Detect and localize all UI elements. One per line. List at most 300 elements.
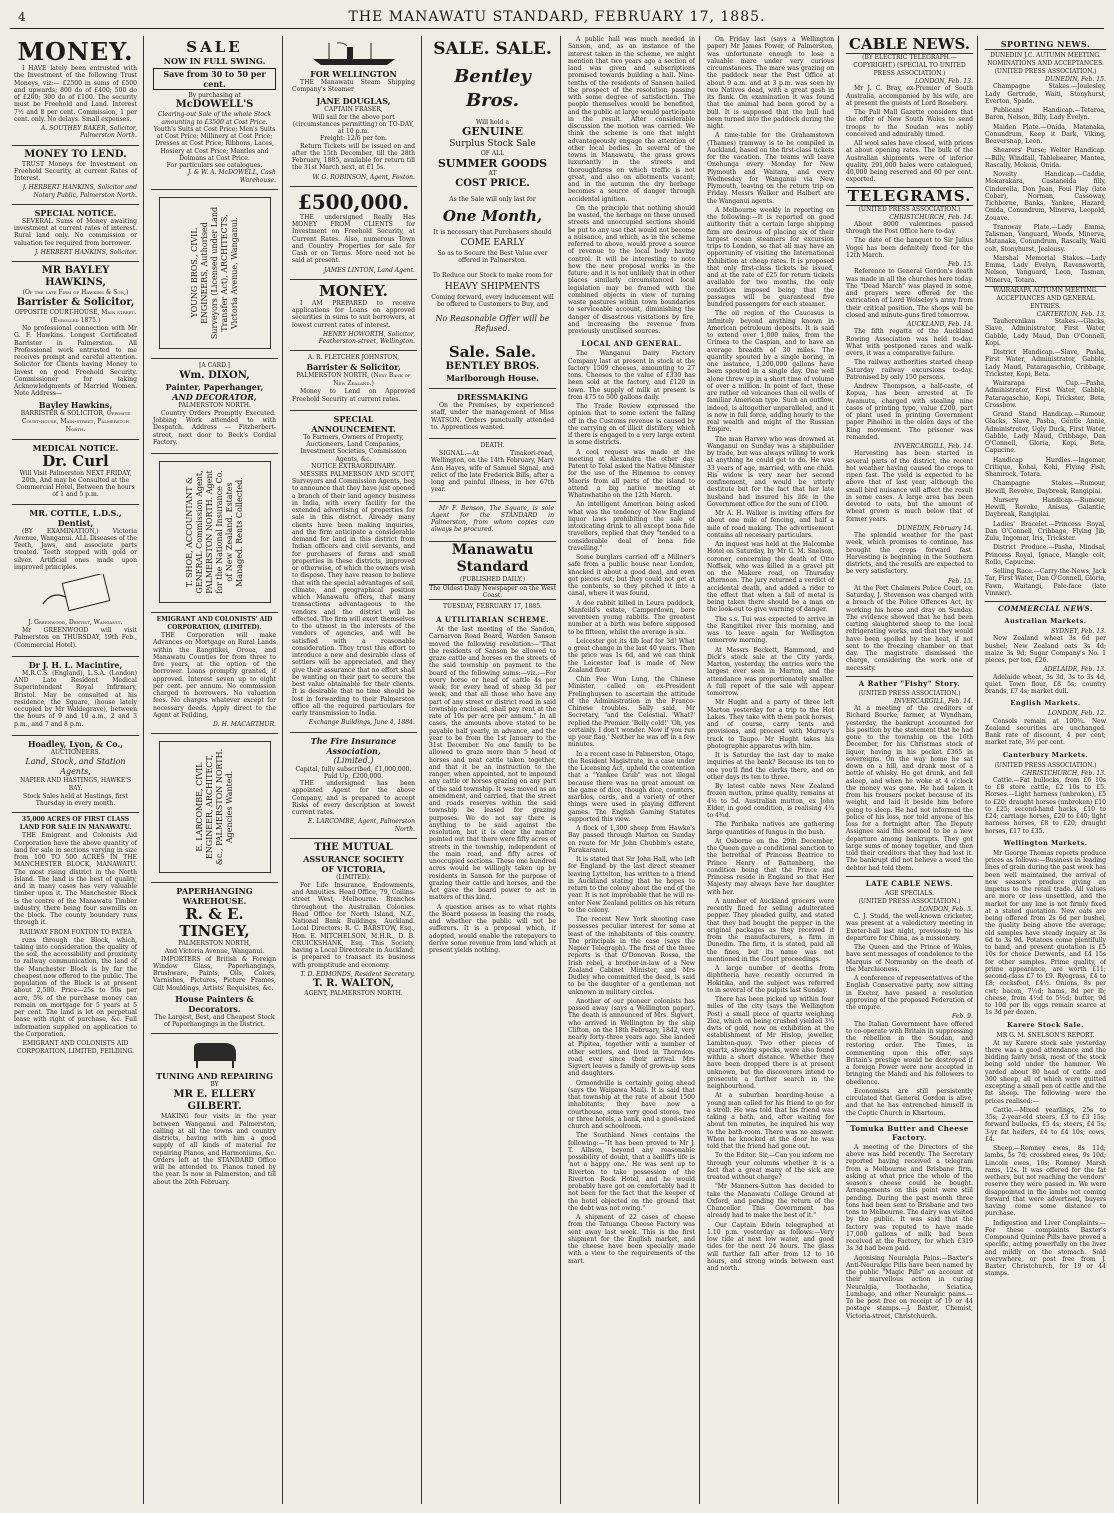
article-paragraph: Mr A. H. Walker is inviting offers for about one mile of fencing, and half a mile of road making. The advertisement contains all necessary particulars. bbox=[707, 510, 834, 539]
cottle-advert bbox=[12, 505, 139, 657]
announce-signature: Exchange Buildings, June 4, 1884. bbox=[308, 719, 415, 727]
lend-signature: J. HERBERT HANKINS, Solicitor and Notary Public, Palmerston North. bbox=[22, 184, 137, 199]
article-paragraph: A flock of 1,300 sheep from Hawke's Bay passed through Marton on Sunday en route for Mr John Chubbin's estate, Parakaranui. bbox=[568, 825, 695, 854]
editorial-paper-sub: (PUBLISHED DAILY.) bbox=[459, 575, 526, 583]
hawkins-card-address: BARRISTER & SOLICITOR, Opposite Court-house, Main-street, Palmerston North. bbox=[20, 409, 131, 433]
death-notice bbox=[429, 439, 556, 502]
column-7 bbox=[846, 36, 973, 1504]
cable-paragraph: Mr J. C. Bray, ex-Premier of South Australia, accompanied by his wife, are at present the guests of Lord Rosebery. bbox=[846, 85, 973, 107]
emigrant-body: THE Corporation will make Advances on Mortgage on Rural Lands within the Rangitikei, Oroua, and Manawatu Counties for from three to five years, at the option of the borrower. Loans promptly granted, if approved. Interest seven up to eight per cent. per annum. No commission charged to borrowers. No valuation fees. No charges whatever except for necessary deeds. Apply direct to the Agent at Feilding, bbox=[153, 632, 276, 719]
cable-paragraph: C. J. Studd, the well-known cricketer, was present at a valedictory meeting in Exeter-hall last night, previously to his departure for China, as a missionary. bbox=[846, 913, 973, 942]
article-paragraph: Ormondville is certainly going ahead (says the Waipawa Mail). It is said that that township at the rate of about 1500 inhabitants; they have now a courthouse, some very good stores, two or three hotels, a bank, and a good-sized church and schoolroom. bbox=[568, 1079, 695, 1130]
lend-body: TRUST Moneys for Investment on Freehold Security, at current Rates of Interest. bbox=[14, 160, 137, 182]
acres-rail: RAILWAY FROM FOXTON TO PATEA bbox=[19, 928, 132, 936]
bentley-name-2: BENTLEY BROS. bbox=[445, 361, 540, 372]
wellington-freight: Freight: 12/6 per ton. bbox=[320, 135, 387, 143]
wellington-shipping-advert bbox=[290, 36, 417, 187]
young-bros-advert bbox=[151, 190, 278, 359]
medical-title: MEDICAL NOTICE. bbox=[32, 442, 119, 453]
article-paragraph: "Mr Manners-Sutton has decided to take the Manawatu College Ground at Oxford, and pending the return of the Chancellor. This Government has already had to make the best of it." bbox=[707, 1183, 834, 1220]
dixon-address: PALMERSTON NORTH. bbox=[178, 401, 251, 409]
column-rule bbox=[560, 36, 561, 1504]
market-paragraph: Cattle.—Fat bullocks, from £6 10s to £8 store cattle, £2 10s to £5. Horses.—Light harness (unbroken), £5 to £20; draught horses (unbroken) £10 to £25; second-hand hacks, £10 to £24; carriage horses, £20 to £40; light harness horses, £8 to £20; draught horses, £17 to £35. bbox=[985, 776, 1106, 835]
article-paragraph: It is stated that Sir John Hall, who left for England by the last direct steamer leaving Lyttelton, has written to a friend in Auckland stating that he hopes to return to the colony about the end of the year. It is not improbable that he will re-enter New Zealand politics on his return to the colony. bbox=[568, 856, 695, 914]
article-paragraph: A Melbourne weekly in reporting on the following:—It is reported on good authority that a certain large shipping firm are desirous of placing six of their largest ocean steamers for excursion trips to London, so that all may have an opportunity of visiting the International Exhibition at cheap rates. It is proposed that only first-class tickets be issued, and at the rate of £25 for return tickets available for two months, the only condition imposed being that the passages will be guaranteed five hundred passengers for each steamer. bbox=[707, 206, 834, 308]
column-8 bbox=[985, 36, 1106, 1504]
telegram-paragraph: At a meeting of the creditors of Richard Bourke, farmer, at Wyndham, yesterday, the bankrupt accounted for his position by the statement that he had gone to the township on the 16th December, for his Christmas stock of liquor, having in his pocket £365 in sovereigns. On the way home he sat down on a hill, and drank most of a bottle of whisky. He got drunk, and fell asleep, and when he woke at 4 o'clock the money was gone. He had taken it from his trousers pocket because of its weight, and laid it beside him before going to sleep. He had not informed the police of his loss, nor told anyone of his loss for a fortnight after. The Deputy Assignee said this seemed to be a new departure among bankrupts. They got large sums of money together, and then told their creditors that they had lost it. The bankrupt did not believe a word the debtor had told them. bbox=[846, 705, 973, 872]
dixon-advert bbox=[151, 359, 278, 454]
article-paragraph: To the Editor. Sir,—Can you inform me through your columns whether it is a fact that a great many of the sick are treated without charge? bbox=[707, 1152, 834, 1181]
johnston-advert bbox=[290, 351, 417, 411]
article-paragraph: The Southland News contains the following:—"It has been proved to Mr J. T. Allison, beyond any reasonable possibility of doubt, that a bailiff's life is 'not a happy one.' He was sent up to Riverton to take possession of the Riverton Rock Hotel, and he would probably have got on comfortably had it not been for the fact that the keeper of the hotel objected on the ground that the debt was not owing." bbox=[568, 1132, 695, 1212]
market-paragraph: Mr George Thomas reports produce prices as follows:—Business in leading lines of grain during the past week has been well maintained, the arrival of new season's produce giving an impetus to the retail trade. All values are more or less unsettled, and the market for any line is not firmly fixed at a stated quotation. New oats are being offered from 2s 6d per bushel, the quality being above the average; old samples have steady inquiry at 3s 6d to 3s 9d. Potatoes come plentifully to hand, and present quotation is £5 10s for choice Derwents, and £4 15s for other samples. Prime quality, of prime appearance, are worth £11; second-class £7 to £9. Ryegrass, £4 to £8; cocksfoot, £4½. Onions, 8s per cwt; bacon, 7½d; hams, 8d per lb; cheese, from 4½d to 5½d; butter, 9d to 10d per lb; eggs remain scarce at 1s 3d per dozen. bbox=[985, 849, 1106, 1017]
fishy-credit: (UNITED PRESS ASSOCIATION.) bbox=[858, 689, 961, 697]
land-sale-advert bbox=[12, 813, 139, 1061]
mutual-sub-2: OF VICTORIA, bbox=[321, 863, 386, 874]
announce-sub: NOTICE EXTRAORDINARY. bbox=[311, 462, 396, 470]
hoadley-address: NAPIER AND HASTINGS, HAWKE'S BAY. bbox=[19, 776, 131, 792]
race-entry: Maiden Plate.—Onida, Matanaka, Conundrum, Keep it Dark, Viking, Beaversnap, Leon. bbox=[985, 123, 1106, 145]
piano-advert bbox=[151, 1034, 278, 1193]
larcombe-advert bbox=[151, 734, 278, 883]
bentley-sale-2: Sale. Sale. bbox=[448, 343, 537, 361]
article-paragraph: At Messrs Beckett, Hammond, and Dick's stock sale at the City yards, Marton, yesterday, the entries were the largest ever seen in Marton, and the attendance was proportionately smaller. A full report of the sale will appear tomorrow. bbox=[707, 646, 834, 697]
shoe-advert bbox=[151, 454, 278, 613]
cable-paragraph: The Pall Mall Gazette considers that the offer of New South Wales to send troops to the Soudan was nobly conceived and admirably timed. bbox=[846, 109, 973, 138]
sale-title: SALE bbox=[186, 38, 243, 56]
announce-lead: To Farmers, Owners of Property, Auctioneers, Land Companies, Investment Societies, Commission Agents, &c. bbox=[300, 433, 407, 463]
hawkins-role: Barrister & Solicitor, bbox=[16, 297, 135, 308]
johnston-role: Barrister & Solicitor, bbox=[306, 362, 401, 373]
howorth-advert bbox=[290, 280, 417, 352]
article-paragraph: A large number of deaths from diphtheria have recently occurred in Hokitika, and the subject was referred to in several of the pulpits last Sunday. bbox=[707, 965, 834, 994]
money2-signature: HENRY HOWORTH, Solicitor, Featherston-street, Wellington. bbox=[318, 330, 415, 345]
announcement-advert bbox=[290, 411, 417, 733]
sporting-title: SPORTING NEWS. bbox=[985, 40, 1106, 50]
cottle-body: (BY EXAMINATION,) Victoria Avenue, Wanganui. ALL Diseases of the Teeth, Jaws, and associate parts treated. Teeth stopped with gold or silver. Artificial ones made upon improved principles. bbox=[14, 527, 137, 571]
shoe-card bbox=[159, 461, 271, 603]
tingey-address-2: And Victoria Avenue, Wanganui. bbox=[164, 948, 265, 956]
article-paragraph: Another of our pioneer colonists has passed away (says a Wellington paper). The death is announced of Mrs. Sigvert, who arrived in Wellington by the ship Clifton, on the 18th February, 1842, very nearly forty-three years ago. She landed at Pipitea, together with a number of other settlers, and lived in Thorndon-road ever since their arrival. Mrs Sigvert leaves a family of grown-up sons and daughters. bbox=[568, 997, 695, 1078]
dixon-role-2: AND DECORATOR, bbox=[172, 391, 257, 402]
hoadley-sub: AUCTIONEERS. bbox=[50, 748, 101, 756]
mutual-advert bbox=[290, 839, 417, 1003]
wairarapa-title: WAIRARAPA AUTUMN MEETING. bbox=[985, 286, 1106, 295]
bentley-genuine: GENUINE bbox=[461, 125, 523, 139]
column-3 bbox=[290, 36, 417, 1504]
emigrant-signature: D. H. MACARTHUR. bbox=[213, 721, 276, 728]
bentley-summer: SUMMER GOODS bbox=[437, 157, 548, 171]
telegram-paragraph: The date of the banquet to Sir Julius Vogel has been definitely fixed for the 12th March. bbox=[846, 237, 973, 259]
fire-sub: (Limited.) bbox=[333, 755, 374, 765]
article-paragraph: Leicester got its 4lb loaf for 3d! What a great change in the last 40 years. Then the price was 1s 6d, and we can think the Leicester loaf is made of New Zealand flour. bbox=[568, 637, 695, 674]
race-entry: Champagne Stakes.—Rumour, Hewill, Revolve, Daybreak, Rangipiai. bbox=[985, 480, 1106, 495]
piano-body: MAKING four visits in the year between Wanganui and Palmerston, calling at all the towns and country districts, having with him a good supply of all kinds of material for repairing Pianos, and Harmoniums, &c. Orders left at the STANDARD Office will be attended to. Pianos tuned by the year. Is now in Palmerston, and till about the 20th February. bbox=[153, 1113, 276, 1186]
article-paragraph: An intelligent American being asked what was the tendency of New England liquor laws prohibiting the sale of intoxicating drink to all except bona fide travellers, replied that they "tended to a considerable deal of bona fide travelling." bbox=[568, 501, 695, 552]
money-signature: A. SOUTHEY BAKER, Solicitor, Palmerston North. bbox=[40, 125, 137, 140]
dixon-body: Country Orders Promptly Executed. Jobbing Work attended to with Despatch. Address — Fitzherbert-street, next door to Beck's Cordial Factory. bbox=[153, 409, 276, 446]
bentley-sale-advert bbox=[429, 36, 556, 389]
special-body: SEVERAL Sums of Money awaiting investment at current rates of interest. Rural land only. No commission or valuation fee required from borrower. bbox=[14, 217, 137, 247]
article-paragraph: The man Harvey who was drowned at Wanganui on Sunday was a shipbuilder by trade, but was always willing to work at anything he could get to do. He was 33 years of age, married, with one child. His widow is very near her second confinement, and would be utterly destitute but for the fact that her late husband had insured his life in the Government office for the sum of £100. bbox=[707, 435, 834, 508]
telegram-paragraph: Reference to General Gordon's death was made in all the churches here today. The "Dead March" was played in some, and prayers were offered for the extrication of Lord Wolseley's army from their critical position. The shops will be closed and minute-guns fired tomorrow. bbox=[846, 268, 973, 319]
linton-amount: £500,000. bbox=[297, 189, 410, 214]
sale-name: McDOWELL'S bbox=[175, 99, 254, 111]
article-paragraph: A meeting of the Directors of the above was held recently. The Secretary reported having received a telegram from a Melbourne and Brisbane firm, asking at what price the whole of the season's cheese could be bought. Arrangements on this point were still pending. During the past month three tons had been sent to Brisbane and two tons to Melbourne. The dairy was visited by the public. It was said that the factory was reputed to have made 17,000 gallons of milk had been received at the Factory, for which £319 3s 3d had been paid. bbox=[846, 1143, 973, 1253]
telegram-paragraph: About 8000 valentines passed through the Post Office here to-day. bbox=[846, 220, 973, 235]
dixon-name: Wm. DIXON, bbox=[179, 369, 250, 381]
young-bros-text: YOUNG BROS., CIVIL ENGINEERS, Authorised Surveyors (Licensed under Land Transfer Act), ARCHITECTS, Victoria Avenue, Wanganui. bbox=[189, 206, 239, 339]
market-paragraph: Consols remain at 100¾. New Zealand securities are unchanged. Bank rate of discount, 4 per cent; market rate, 3½ per cent. bbox=[985, 717, 1106, 747]
mcdowell-sale-advert bbox=[151, 36, 278, 190]
fire-signature: E. LARCOMBE, Agent, Palmerston North. bbox=[307, 818, 415, 833]
masthead bbox=[10, 6, 1104, 29]
editorial-paper-title: Manawatu Standard bbox=[451, 541, 534, 575]
linton-advert bbox=[290, 187, 417, 280]
article-paragraph: The oil region of the Caucasus is infinitely beyond anything known in American petroleum deposits. It is said to extend over 1,000 miles, from the Crimea to the Caspian, and to have an average breadth of 30 miles. The quantity spouted by a single boring, in one instance, 1,200,000 gallons have been spouted in a single day. One well alone threw up in a short time of volume of over a million. In point of fact, these are rather oil volcanoes than oil wells of familiar American type. Such an outflow, indeed, is altogether unparalleled, and it is now in full force, adding hourly to the real wealth and might of the Russian Empire. bbox=[707, 310, 834, 434]
paper-sub: WAREHOUSE. bbox=[182, 896, 247, 907]
tingey-body: IMPORTERS of British & Foreign Window Glass, Paperhangings, Brushware, Paints, Oils, Colors, Varnishes, Pictures, Picture Frames, Gilt Mouldings, Artists' Requisites, &c. bbox=[153, 955, 276, 992]
race-entry: Wairarapa Cup.—Pasha, Administrator, First Water, Gabble, Pataragaschio, Kopi, Trickster, Beta, Crossbow. bbox=[985, 380, 1106, 409]
tingey-house: House Painters & Decorators. bbox=[175, 993, 254, 1014]
article-paragraph: Our Captain Edwin telegraphed at 1.10 p.m. yesterday as follows:—Very low tide at next low water, and good tides for the next 24 hours. The glass will further fall after from 12 to 16 hours, and strong winds between east and north. bbox=[707, 1221, 834, 1272]
bentley-necessary: It is necessary that Purchasers should bbox=[433, 228, 552, 236]
wellington-body-2: Will sail for the above port (circumstances permitting) on TO-DAY, at 10 p.m. bbox=[292, 113, 415, 135]
emigrant-title: EMIGRANT AND COLONISTS' AID CORPORATION, (LIMITED). bbox=[156, 616, 273, 631]
fire-title: The Fire Insurance Association, bbox=[310, 735, 397, 756]
curl-title: Dr. Curl bbox=[42, 451, 109, 470]
lead-body: At the last meeting of the Sandon, Carnarvon Road Board, Warden Sanson moved the following resolution:—"That the residents of Sanson be allowed to graze cattle and horses on the streets of the said township on payment to the board of the following sums:—viz.:—For every horse or head of cattle 4s per week; for every head of sheep 3d per week, and that all those who have any part of any street or district road in said township enclosed, shall pay rent at the rate of 10s per acre per annum." In all cases, the amounts above stated to be payable half yearly, in advance, and the year to be from the 1st January to the 31st December. No one family to be allowed to graze more than 5 head of horses and neat cattle taken together, and that it be an instruction to the ranger, when appointed, not to impound any cattle or horses grazing on any part of the said township. It was moved as an amendment, and carried, that the street and roads reserves within the said township be leased for grazing purposes. We do not say there is anything to be said against the resolution, but it is clear the matter pointed out that there were fifty acres of streets in the township, independent of the main road, and fifty acres of unoccupied sections. These one hundred acres would be willingly taken up by residents in Sanson for the purpose of grazing their cattle and horses, and the Act gave the board power to act in matters of this kind. bbox=[429, 626, 556, 902]
cable-paragraph: The Italian Government have offered to co-operate with Britain in suppressing the rebellion in the Soudan, and restoring order. The Times, in commenting upon this offer, says Britain's prestige would be destroyed if a foreign Power were now accepted in bringing the Mahdi and his followers to obedience. bbox=[846, 1020, 973, 1086]
mutual-title: THE MUTUAL bbox=[314, 841, 393, 853]
dress-body: On the Premises, by experienced staff, under the management of Miss WATSON. Orders punctually attended to. Apprentices wanted. bbox=[431, 402, 554, 431]
hoadley-advert bbox=[12, 736, 139, 814]
article-paragraph: The Trade Review expressed the opinion that to some extent the falling off in the Customs revenue is caused by the carrying on of illicit distillery, which if there is engaged to a very large extent in some districts. bbox=[568, 403, 695, 447]
article-paragraph: It is Saturday the last day to make inquiries at the bank? Because its ten to one you'll find the clerks there, and on other days its ten to three. bbox=[707, 752, 834, 781]
sale-save: Save from 30 to 50 per cent. bbox=[153, 68, 276, 90]
acres-signature: EMIGRANT AND COLONISTS AID CORPORATION, LIMITED, FEILDING. bbox=[17, 1040, 134, 1055]
column-2 bbox=[151, 36, 278, 1504]
piano-name: MR E. ELLERY GILBERT. bbox=[173, 1089, 256, 1113]
money-advert bbox=[12, 36, 139, 146]
race-entry: District Produce.—Pasha, Mindsal, Princess Royal, Ignace, Mangle colt, Rollo, Capucine. bbox=[985, 544, 1106, 566]
bentley-refused: No Reasonable Offer will be Refused. bbox=[435, 314, 550, 333]
sale-signature: J. & W. A. McDOWELL, Cash Warehouse. bbox=[187, 169, 276, 184]
wellington-ship: JANE DOUGLAS, bbox=[316, 95, 391, 106]
telegrams-title: TELEGRAMS. bbox=[847, 186, 972, 205]
johnston-body: Money to Lend on Approved Freehold Security at current rates. bbox=[292, 388, 415, 403]
sale-clear: Clearing-out Sale of the whole Stock amounting to £3500 at Cost Price. bbox=[157, 111, 272, 126]
dateline: DUNEDIN, February 14. bbox=[897, 524, 973, 532]
telegram-paragraph: The splendid weather for the past week, which promises to continue, has brought the crops forward fast. Harvesting is beginning in the Southern districts, and the results are expected to be very satisfactory. bbox=[846, 532, 973, 576]
column-rule bbox=[838, 36, 839, 1504]
article-paragraph: Chin Fee Wun Lung, the Chinese Minister, called on ex-President Frelinghuysen to ascertain the attitude of the Administration in the Franco-Chinese troubles. Sally said, Mr Secretary, "and the Celestial. 'What?' replied the Premier. 'Belly cold!' 'Oh, yes certainly. I don't wonder. Now if you run up your flag.' Neither he was off in a few minutes. bbox=[568, 676, 695, 749]
wellington-body-3: Return Tickets will be issued on and after the 15th December, till the 28th February, 1885, available for return till the 31st March next, at £1 5s. bbox=[292, 142, 415, 172]
tingey-title: R. & E. TINGEY, bbox=[179, 905, 250, 941]
column-rule bbox=[143, 36, 144, 1504]
bentley-will-hold: Will hold a bbox=[476, 119, 509, 126]
wellington-title: FOR WELLINGTON bbox=[310, 69, 397, 79]
fire-body: THE undersigned has been appointed Agent for the above Company, and is prepared to accept Risks of every description at lowest current rates. bbox=[292, 780, 415, 816]
young-bros-card bbox=[159, 197, 271, 349]
acres-title: 35,000 ACRES OF FIRST CLASS LAND FOR SALE IN MANAWATU. bbox=[19, 816, 132, 832]
race-entry: Ladies' Bracelet.—Princess Royal, Dan O'Connell, Cribbage, Flying Jib, Zulu, Ingomar, Iris, Trickster. bbox=[985, 520, 1106, 542]
lend-title: MONEY TO LEND. bbox=[24, 148, 127, 160]
bentley-name: Bentley Bros. bbox=[454, 66, 531, 111]
death-title: DEATH. bbox=[480, 442, 505, 449]
editorial-section bbox=[429, 542, 556, 955]
race-entry: Handicap Hurdles.—Ingomar, Critique, Kohai, Kohi, Flying Fish, Shamrock, Totara. bbox=[985, 456, 1106, 478]
wellington-captain: CAPTAIN FRASER, bbox=[324, 105, 383, 113]
market-paragraph: Sheep.—Romney ewes, 8s 11d; lambs, 5s 7d; crossbred ewes, 9s 10d; Lincoln ewes, 10s; Romney Marsh rams, 12s. It was offered for the fat wethers, but not reaching the vendors' reserve they were passed in. We were disappointed in the lambs not coming forward that were advertised, buyers having come some distance to purchase. bbox=[985, 1145, 1106, 1218]
article-paragraph: On Friday last (says a Wellington paper) Mr James Power, of Palmerston, was unfortunate enough to lose a valuable mare under very curious circumstances. The mare was grazing on the paddock near the Post Office at about 9 a.m. and at 3 p.m. was seen by two Natives dead, with a great gash in its flank. On examination it was found that the animal had been gored by a bull. It is supposed that the bull had been turned into the paddock during the night. bbox=[707, 36, 834, 130]
dateline: LONDON, Feb. 5. bbox=[918, 905, 973, 913]
article-paragraph: In a recent case in Palmerston, Otago, the Resident Magistrate, in a case under the Licensing Act, upheld the contention that a "Yankee Grub" was not illegal because there was no great amount on the game of dice, though dice, counters, marbles, cards, and a variety of other things were used in playing different games. The English Gaming Statutes supported this view. bbox=[568, 750, 695, 823]
hawkins-address: OPPOSITE COURT-HOUSE, Main street. (Enrolled 1875.) bbox=[14, 309, 137, 324]
article-paragraph: At a suburban boarding-house a young man called for his friend to go for a stroll. He was told that his friend was taking a bath, and, after waiting for about ten minutes, he inquired his way to the bath-room. There was no answer. When he knocked at the door he was told that the friend had gone out. bbox=[707, 1092, 834, 1150]
paper-title: PAPERHANGING bbox=[176, 886, 253, 897]
race-entry: District Handicap.—Slave, Pasha, First Water, Administrator, Gabble, Lady Maud, Pataragaschio, Cribbage, Trickster, Kopi, Beta. bbox=[985, 349, 1106, 378]
death-body: SIGNAL.—At Tinakori-road, Wellington, on the 14th February, Mary Ann Hayes, wife of Samuel Signal, and relict of the late Frederick Bills, after a long and painful illness, in her 67th year. bbox=[431, 450, 554, 494]
nominations-title: NOMINATIONS AND ACCEPTANCES. bbox=[987, 60, 1104, 67]
cable-paragraph: The Queen and the Prince of Wales, have sent messages of condolence to the Marquis of Normanby on the death of the Marchioness. bbox=[846, 944, 973, 973]
article-paragraph: The Parihaka natives are gathering large quantities of fungus in the bush. bbox=[707, 821, 834, 836]
mutual-signature: T. D. EDMONDS, Resident Secretary. bbox=[300, 970, 415, 978]
race-entry: Nursery Handicap.—Rumour, Hewill, Revoke, Anisus, Galantie, Daybreak, Rangipiai. bbox=[985, 496, 1106, 519]
race-entry: Tauherenikau Stakes.—Glacks, Slave, Administrator, First Water, Gabble, Lady Maud, Dan O'Connell, Kopi. bbox=[985, 318, 1106, 347]
special-notice-advert bbox=[12, 205, 139, 262]
tingey-advert bbox=[151, 883, 278, 1034]
bentley-month: One Month, bbox=[442, 206, 543, 225]
curl-body: Will Visit Palmerston NEXT FRIDAY, 20th, And may be Consulted at the Commercial Hotel, Between the hours of 1 and 5 p.m. bbox=[16, 469, 135, 499]
telegrams-credit: (UNITED PRESS ASSOCIATION.) bbox=[858, 205, 961, 213]
column-1 bbox=[12, 36, 139, 1504]
dateline: CARTERTON, Feb. 13. bbox=[1036, 310, 1106, 318]
piano-icon bbox=[190, 1039, 240, 1069]
linton-signature: JAMES LINTON, Land Agent. bbox=[324, 266, 415, 274]
money2-body: I AM PREPARED to receive applications for Loans on approved securities in sums to suit borrowers, at lowest current rates of interest. bbox=[292, 299, 415, 329]
wellington-signature: W. G. ROBINSON, Agent, Foxton. bbox=[312, 173, 415, 181]
market-paragraph: Adelaide wheat, 3s 3d, 3s to 3s 4d, quiet. Town flour, £8 5s; country brands, £7 4s; market dull. bbox=[985, 673, 1106, 695]
article-paragraph: A public hall was much needed in Sanson, and, as an instance of the interest taken in the scheme, we might mention that two years ago a section of land was given and subscriptions promised towards building a hall. Nine-tenths of the residents of Sanson hailed the prospect of the resolution passing with some degree of satisfaction. The people themselves would be benefited, and the public at large would participate in the result. After considerable discussion the motion was carried. We think the scheme is one that might advantageously engage the attention of other local bodies. In several of the towns in Manawatu, the grass grows luxuriantly in the streets and thoroughfares on which traffic is not great, and also on allotments vacant; and in the autumn the dry herbage becomes a source of danger through accidental ignition. bbox=[568, 36, 695, 203]
agent-note: Mr F. Benson, The Square, is sole Agent for the STANDARD in Palmerston, from whom copies can always be procured. bbox=[431, 504, 554, 534]
macintire-body: M.R.C.S. (England), L.S.A. (London) AND Late Resident Medical Superintendent Royal Infirmary, Bristol. May be consulted at his residence, the Square, (house lately occupied by Mr Waldegrave), between the hours of 9 and 10 a.m., 2 and 3 p.m., and 7 and 8 p.m. bbox=[14, 669, 137, 728]
australian-markets-title: Australian Markets. bbox=[1004, 617, 1087, 625]
late-cable-credit: (UNITED PRESS ASSOCIATION.) bbox=[858, 897, 961, 905]
bentley-secure: So as to Secure the Best Value ever offered in Palmerston. bbox=[437, 249, 548, 264]
bentley-only: As the Sale will only last for bbox=[449, 196, 536, 204]
emigrant-advert bbox=[151, 613, 278, 734]
dateline: Feb. 9. bbox=[951, 1013, 973, 1021]
announce-body: MESSRS PALMERSON AND SCOTT, Surveyors and Commission Agents, beg to announce that they have just opened a branch of their land agency business in India, with every facility for the extended advertising of properties for sale in this district. Already many clients have been making inquiries, and the firm anticipate a considerable demand for land in this district from Indian officers and civil servants, and for purchasers of farms and small properties in these districts, improved or otherwise, of which the owners wish to dispose. They have reason to believe that with the special advantages of soil, climate, and geographical position which Manawatu offers, that many transactions advantageous to the vendors and the district will be effected. The firm will exert themselves to the utmost in the interests of the vendors of agencies, and will be satisfied with a reasonable consideration. They trust this effort to introduce a new and desirable class of settlers will be appreciated, and they give their assurance that no effort shall be wanting on their part to secure the best value obtainable for their clients. It is desirable that no time should be lost in forwarding to their Palmerston office all the required particulars for early transmission to India. bbox=[292, 470, 415, 717]
bentley-at: AT bbox=[488, 170, 497, 178]
article-paragraph: A time-table for the Grahamstown (Thames) tramway is to be compiled in Auckland, based on the first-class tickets for the vacation. The teams will leave Onehunga every Monday for New Plymouth and Waitara, and every Wednesday for Wanganui via New Plymouth, leaving on the return trip on Friday. Messrs Walker and Halbert are the Wanganui agents. bbox=[707, 132, 834, 205]
market-paragraph: At my Karere stock sale yesterday there was a good attendance and the bidding fairly brisk, most of the stock being sold under the hammer. We yarded about 80 head of cattle and 300 sheep, all of which were quitted excepting a small pen of cattle and the fat sheep. The following were the prices realised:— bbox=[985, 1039, 1106, 1105]
late-cable-sub: AGE SPECIALS. bbox=[884, 889, 935, 897]
hawkins-body: No professional connection with Mr G. F. Hawkins. Longest Certificated Barrister in Palmerston. All Professional work entrusted to me receives prompt and careful attention. Solicitor for Clients having Money to Invest on good Freehold Security. Commissioner for taking Acknowledgments of Married Women. Note Address— bbox=[14, 325, 137, 398]
cable-credit: (BY ELECTRIC TELEGRAPH.—COPYRIGHT.) (SPECIAL TO UNITED PRESS ASSOCIATION.) bbox=[853, 54, 966, 77]
acres-body: THE Emigrant and Colonists Aid Corporation have the above quantity of land for sale in sections varying in size from 100 TO 500 ACRES IN THE MANCHESTER BLOCK, MANAWATU. The most rising district in the North Island. The land is the best of quality, and in many cases has very valuable timber upon it. The Manchester Block is the centre of the Manawatu Timber industry, there being four sawmills on the block. The county boundary runs through it. bbox=[14, 832, 137, 927]
cable-title: CABLE NEWS. bbox=[846, 36, 973, 54]
special-title: SPECIAL NOTICE. bbox=[34, 207, 117, 218]
dixon-card: [A CARD.] bbox=[199, 361, 230, 369]
editorial-date: TUESDAY, FEBRUARY 17, 1885. bbox=[443, 603, 542, 610]
sale-catalogues: For particulars see catalogues. bbox=[166, 162, 263, 169]
dress-title: DRESSMAKING bbox=[457, 392, 528, 402]
dateline: INVERCARGILL, Feb. 14. bbox=[893, 697, 973, 705]
bentley-sale-title: SALE. SALE. bbox=[433, 39, 552, 59]
hawkins-advert bbox=[12, 262, 139, 440]
race-entry: Tramway Plate.—Lady Emma, Talisman, Vanguard, Woods, Minerva, Matanaka, Conundrum, Rascally, Waiti colt, Stonyhurst, Jealousy. bbox=[985, 223, 1106, 253]
dressmaking-advert bbox=[429, 389, 556, 439]
money2-title: MONEY. bbox=[319, 281, 388, 300]
piano-title: TUNING AND REPAIRING bbox=[156, 1071, 273, 1082]
dateline: Feb. 15. bbox=[948, 577, 973, 585]
article-paragraph: An inquest was held at the Halcombe Hotel on Saturday, by Mr G. M. Snelson, coroner, concerning the death of Otto Noffsek, who was killed in a gravel pit on the Makere road, on Thursday afternoon. The jury returned a verdict of accidental death, and added a rider to the effect that when a fall of metal is being taken there should be a man on the look-out to give warning of danger. bbox=[707, 541, 834, 614]
dateline: SYDNEY, Feb. 13. bbox=[1051, 628, 1106, 635]
sale-subtitle: NOW IN FULL SWING. bbox=[163, 56, 266, 66]
article-paragraph: There has been picked up within four miles of the city (says the Wellington Post) a small piece of quartz weighing 2loz, which on being crushed yielded 3¼ dwts of gold, now on exhibition at the establishment of Mr Hislop, jeweller, Lambton-quay. Two other pieces of quartz, showing specks, were also found within a short distance. Whether they have been dropped there is at present unknown, but the discoverers intend to prosecute a further search in the neighbourhood. bbox=[707, 996, 834, 1090]
hoadley-line: Land, Stock, and Station Agents, bbox=[25, 756, 126, 776]
greenwood-card-text: J. Greenwood, Dentist, Wanganui. bbox=[28, 619, 123, 626]
market-paragraph: Cattle.—Mixed yearlings, 25s to 35s; 2-year-old steers, £3 to £3 15s; forward bullocks, £5 4s; steers, £4 5s; 3-yr fat heifers, £4 to £4 10s; cows, £4. bbox=[985, 1106, 1106, 1143]
article-paragraph: A cool request was made at the meeting at Alexandra the other day. Patent to Tolal asked the Native Minister for the use of the Hinemoa to convey Maoris from all parts of the island to attend a big native meeting at Whatiwhatiho on the 12th March. bbox=[568, 448, 695, 499]
lead-body-2: A question arises as to what rights the Board possess in leasing the roads, and whether the public will not be sufferers. It is a proposal which, if adopted, would enable the ratepayers to derive some revenue from land which at present yields nothing. bbox=[429, 903, 556, 954]
johnston-name: A. R. FLETCHER JOHNSTON, bbox=[307, 354, 400, 362]
hawkins-sub: (Of the late Firm of Hawkins & Son,) bbox=[22, 289, 129, 296]
canterbury-credit: (UNITED PRESS ASSOCIATION.) bbox=[994, 761, 1097, 769]
article-paragraph: The s.s. Tui was expected to arrive in the Rangitikei river this morning, and was to leave again for Wellington tomorrow morning. bbox=[707, 615, 834, 645]
cottle-sub: Dentist, bbox=[57, 517, 94, 528]
karere-title: Karere Stock Sale. bbox=[1007, 1020, 1084, 1029]
wellington-body: THE Manawatu Steam Shipping Company's Steamer bbox=[292, 79, 415, 94]
race-entry: Publicans' Handicap.—Tetaroa, Baron, Nelson, Billy, Lady Evelyn. bbox=[985, 107, 1106, 122]
dateline: DUNEDIN, Feb. 15. bbox=[1045, 76, 1106, 83]
dateline: CHRISTCHURCH, Feb. 14. bbox=[889, 213, 973, 221]
column-rule bbox=[282, 36, 283, 1504]
macintire-title: Dr J. H. L. Macintire, bbox=[28, 659, 123, 670]
column-rule bbox=[699, 36, 700, 1504]
masthead-title: THE MANAWATU STANDARD, FEBRUARY 17, 1885. bbox=[348, 9, 766, 25]
advert-paragraph: Agonising Neuralgia Pains.—Baxter's Anti-Neuralgic Pills have been named by the public "Magic Pills" on account of their marvellous action in curing Neuralgia, Toothache, Sciatica, Lumbago, and other Neuralgic pains.—To be post free on receipt of 19 or 44 postage stamps.—J. Baxter, Chemist, Victoria-street, Christchurch. bbox=[846, 1254, 973, 1320]
race-entry: Marshal Memorial Stakes.—Lady Emma, Lady Evelyn, Ravensworth, Nelson, Vanguard, Leon, Tasman, Minerva, Totara. bbox=[985, 254, 1106, 284]
walton-name: T. R. WALTON, bbox=[312, 978, 395, 989]
dateline: CHRISTCHURCH, Feb. 13. bbox=[1022, 769, 1106, 777]
page-number: 4 bbox=[18, 10, 27, 24]
telegram-paragraph: The railway authorities started cheap Saturday railway excursions to-day. Patronised by only 150 persons. bbox=[846, 359, 973, 381]
special-signature: J. HERBERT HANKINS, Solicitor. bbox=[34, 248, 137, 256]
bentley-come: COME EARLY bbox=[460, 237, 525, 248]
column-5 bbox=[568, 36, 695, 1504]
mutual-sub: ASSURANCE SOCIETY bbox=[303, 853, 404, 864]
column-4 bbox=[429, 36, 556, 1504]
sale-list: Youth's Suits at Cost Price; Men's Suits at Cost Price; Millinery at Cost Price; Dresses at Cost Price; Ribbons, Laces, Hosiery at Cost Price; Mantles and Dolmans at Cost Price. bbox=[153, 125, 276, 162]
tingey-stock: The Largest, Best, and Cheapest Stock of Paperhangings in the District. bbox=[154, 1013, 275, 1028]
telegram-paragraph: At the Port Chalmers Police Court, on Saturday, J. Stevenson was charged with a breach of the Police Offences Act, by working his horse and dray on Sunday. The evidence showed that he had been carting slaughtered sheep to the local refrigerating works, and that they would have been spoiled by the heat, if not sent to the freezing chamber on that day. The magistrate dismissed the charge, considering the work one of necessity. bbox=[846, 584, 973, 672]
bentley-of-all: OF ALL bbox=[480, 150, 505, 158]
agent-notice bbox=[429, 502, 556, 542]
cottle-title: MR. COTTLE, L.D.S., bbox=[29, 507, 122, 518]
announce-title: SPECIAL ANNOUNCEMENT. bbox=[311, 413, 396, 434]
article-paragraph: Some burglars carried off a Millner's safe from a public house near London, knocked it about a good deal, and even got pieces out; but they could not get at the contents, so they pitched it into a canal, where it was found. bbox=[568, 554, 695, 598]
article-paragraph: A doe rabbit killed in Leura paddock, Manfeild's estate, Camperdown, bore seventeen young rabbits. The greatest number at a birth was before supposed to be fifteen, whilst the average is six. bbox=[568, 599, 695, 636]
dunedin-jc-title: DUNEDIN J.C. AUTUMN MEETING. bbox=[990, 52, 1101, 59]
bentley-cost: COST PRICE. bbox=[455, 178, 530, 190]
karere-sub: MR G. M. SNELSON'S REPORT. bbox=[996, 1031, 1095, 1039]
bentley-marlborough: Marlborough House. bbox=[446, 373, 539, 383]
telegram-paragraph: Harvesting has been started in several parts of the district, the recent hot weather having caused the crops to ripen fast. The yield is expected to be above that of last year, although the small bird nuisance will affect the result in some cases. A large area has been devoted to oats, but the amount of wheat grown is much below that of former years. bbox=[846, 450, 973, 523]
larcombe-text: E. LARCOMBE, CIVIL ENGINEER, ARCHITECT, &c., PALMERSTON NORTH. Agencies Wanted. bbox=[194, 749, 234, 866]
fire-capital: Capital, fully subscribed, £1,000,000. Paid Up, £200,000. bbox=[295, 765, 412, 780]
race-entry: Champagne Stakes.—Joulesley, Lady Gertrude, Waiti, Stonyhurst, Everton, Spade. bbox=[985, 83, 1106, 105]
local-general-title: LOCAL AND GENERAL. bbox=[581, 339, 682, 349]
article-paragraph: On the principle that nothing should be wasted, the herbage on these unused streets and unoccupied sections should be put to any use that would not become a nuisance, and which, as in the scheme referred to above, would prove a source of revenue to the local body having control. It will be interesting to note how the new proposal works in the future; and it is not unlikely that in other places similarly circumstanced local legislation may be framed with the combined objects in view of turning waste pastures within town boundaries to serviceable account, diminishing the danger of disastrous visitations by fire, and increasing the revenue from previously unutilised sources. bbox=[568, 204, 695, 335]
hawkins-card: Bayley Hawkins, bbox=[38, 399, 113, 410]
johnston-address: PALMERSTON NORTH, (Next Bank of New Zealand.) bbox=[296, 372, 411, 388]
sporting-credit: (UNITED PRESS ASSOCIATION.) bbox=[994, 68, 1097, 75]
english-markets-title: English Markets. bbox=[1010, 699, 1081, 708]
walton-sub: AGENT, PALMERSTON NORTH. bbox=[304, 990, 403, 997]
sale-by: By purchasing at bbox=[188, 92, 241, 99]
money-title: MONEY. bbox=[17, 37, 134, 66]
business-card-illustration bbox=[41, 574, 111, 616]
mutual-body: For Life Insurance, Endowments, and Annuities. Head Office, 79, Collins-street West, Melbourne. Branches throughout the Australian Colonies. Head Office for North Island, N.Z., National Bank Buildings, Auckland. Local Directors: R. C. BARSTOW, Esq., Hon. E. MITCHELSON, M.H.R., D. B. CRUICKSHANK, Esq. This Society, having a Local Directorate in Auckland, is prepared to transact its business with promptitude and economy. bbox=[292, 881, 415, 969]
dateline: INVERCARGILL, Feb. 14. bbox=[893, 443, 973, 450]
hoadley-body: Stock Sales held at Hastings, first Thursday in every month. bbox=[23, 792, 128, 807]
bentley-surplus: Surplus Stock Sale bbox=[449, 139, 536, 150]
tomuka-title: Tomuka Butter and Cheese Factory. bbox=[846, 1121, 973, 1142]
dateline: AUCKLAND, Feb. 14. bbox=[906, 321, 973, 328]
commercial-title: COMMERCIAL NEWS. bbox=[985, 601, 1106, 613]
lend-advert bbox=[12, 146, 139, 205]
money-body: I HAVE lately been entrusted with the Investment of the following Trust Moneys, viz:— £2500 in sums of £500 and upwards; 800 do of £400; 500 do of £200; 300 do of £100. The security must be Freehold and Land. Interest 7½ and 8 per cent. Commission, 1 per cent. only. No delays. Small expenses. bbox=[14, 65, 137, 123]
article-paragraph: By latest cable news New Zealand frozen mutton, prime quality, remains at 4½ to 5d. Australian mutton, ex John Elder, in good condition, is realising 4¼ to 4¾d. bbox=[707, 783, 834, 819]
telegram-paragraph: Andrew Thompson, a half-caste, of Kopua, has been arrested at Te Awamutu, charged with stealing nine cases of printing type, value £200, part of plant used in printing Government paper Pihoihoi in the olden days of the King movement. The prisoner was remanded. bbox=[846, 383, 973, 441]
late-cable-title: LATE CABLE NEWS. bbox=[846, 876, 973, 888]
market-paragraph: New Zealand wheat 3s 6d per bushel; New Zealand oats 3s 4d; maize 3s 9d; Sugar Company's No. 1 pieces, per ton, £26. bbox=[985, 635, 1106, 664]
column-rule bbox=[977, 36, 978, 1504]
race-entry: Shearers' Purse; Welter Handicap.—Billy, Windfall, Tablebearer, Mantea, Rascally, Mokoia, Onida. bbox=[985, 147, 1106, 169]
bentley-heavy: HEAVY SHIPMENTS bbox=[444, 281, 541, 292]
dixon-role: Painter, Paperhanger, bbox=[165, 381, 264, 392]
dateline: Feb. 15. bbox=[948, 261, 973, 268]
article-paragraph: The Wanganui Dairy Factory Company last at present in stock at the factory 1509 cheeses, amounting to 27 tons. Cheeses to the value of £330 has been sold at the factory, and £120 in town. The supply of milk at present is from 475 to 500 gallons daily. bbox=[568, 350, 695, 401]
dateline: LONDON, Feb. 12. bbox=[1047, 710, 1106, 718]
article-paragraph: A number of Auckland grocers were recently fined for selling adulterated pepper. They pleaded guilty, and stated that they had bought the pepper in the original packages as they received it from the manufacturers, a firm in Dunedin. The firm, it is stated, paid all the fines, but its name was not mentioned in the Court proceedings. bbox=[707, 897, 834, 963]
article-paragraph: At Osborne on the 29th December, the Queen gave a conditional sanction to the betrothal of Princess Beatrice to Prince Henry of Battenberg, the condition being that the Prince and Princess reside in England so that Her Majesty may always have her daughter with her. bbox=[707, 837, 834, 896]
cable-paragraph: All wool sales have closed, with prices at about opening rates. The bulk of the Australian shipments were of inferior quality. 291,000 bales were catalogued, 40,000 being reserved and 60 per cent. exported. bbox=[846, 140, 973, 184]
article-paragraph: Mr Hught and a party of three left Marton yesterday for a trip to the Hot Lakes. They take with them pack horses, and of course, carry tents and provisions, and proceed with Murray's track to Taupo. Mr Hught takes his photographic apparatus with him. bbox=[707, 699, 834, 750]
acceptances-title: ACCEPTANCES AND GENERAL ENTRIES. bbox=[996, 294, 1095, 310]
hawkins-title: MR BAYLEY HAWKINS, bbox=[41, 265, 110, 288]
fishy-title: A Rather "Fishy" Story. bbox=[846, 676, 973, 688]
race-entry: Grand Stand Handicap.—Rumour, Glacks, Slave, Pasha, Gentle Annie, Administrator, Ugly Duck, First Water, Gabble, Lady Maud, Cribbage, Dan O'Connell, Gloria, Kopi, Beta, Capucine. bbox=[985, 411, 1106, 455]
fire-insurance-advert bbox=[290, 733, 417, 839]
greenwood-body: Mr GREENWOOD will visit Palmerston on THURSDAY, 19th Feb., (Commercial Hotel). bbox=[14, 627, 137, 649]
steamship-icon bbox=[309, 41, 399, 67]
macintire-advert bbox=[12, 657, 139, 736]
shoe-text: T. SHOE, ACCOUNTANT & GENERAL Commission Agent, PALMERSTON NORTH. Agent for the National Insurance Co. of New Zealand. Estates Managed. Rents Collected. bbox=[184, 470, 244, 594]
tingey-address: PALMERSTON NORTH, bbox=[178, 940, 251, 948]
dateline: LONDON, Feb. 13. bbox=[914, 78, 973, 85]
bentley-reduce: To Reduce our Stock to make room for bbox=[432, 272, 553, 280]
race-entry: Selling Race.—Carry-the-News, Jack Tar, First Water, Dan O'Connell, Gloria, Fawn, Waitangi, Pale-face (late Vinnier). bbox=[985, 568, 1106, 597]
wellington-markets-title: Wellington Markets. bbox=[1003, 838, 1088, 847]
article-paragraph: A shipment of 22 cases of cheese from the Tatuanga Cheese Factory was sent away last week. This is the first shipment for the English market, and the cheese have been specially made with a view to the requirements of the mart. bbox=[568, 1214, 695, 1265]
canterbury-markets-title: Canterbury Markets. bbox=[1002, 750, 1089, 759]
bentley-coming: Coming forward, every inducement will be offered to Customers to Buy, and bbox=[431, 293, 554, 308]
hoadley-title: Hoadley, Lyon, & Co., bbox=[27, 738, 124, 749]
